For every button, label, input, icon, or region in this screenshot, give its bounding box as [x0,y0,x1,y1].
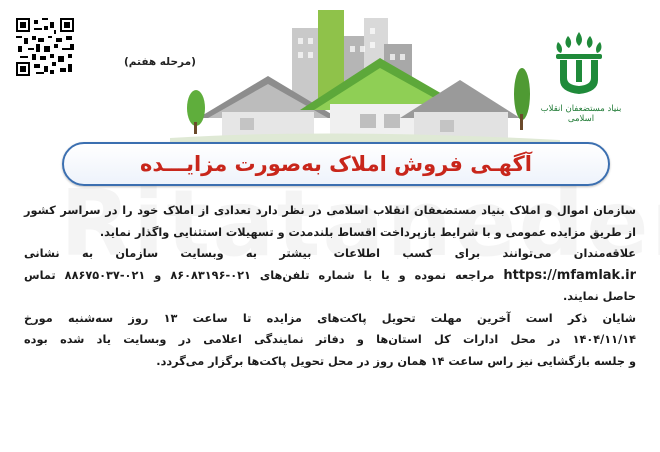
title-banner [62,142,610,186]
paragraph1-line2: از طریق مزایده عمومی و با شرایط بازپرداخت اقساط بلندمدت و تسهیلات استثنایی واگذار نماید. [99,225,636,239]
qr-code [16,18,74,76]
paragraph3-line3: و جلسه بازگشایی نیز راس ساعت ۱۴ همان روز در محل تحویل پاکت‌ها برگزار می‌گردد. [156,354,636,368]
paragraph2-line2 [24,265,636,287]
paragraph2-line1: علاقه‌مندان می‌توانند برای کسب اطلاعات بیشتر به وبسایت سازمان به نشانی [24,247,636,260]
bonyad-logo-icon [548,30,610,96]
paragraph1-line1: سازمان اموال و املاک بنیاد مستضعفان انقلاب اسلامی در نظر دارد تعدادی از املاک خود را در سراسر کشور [24,204,636,217]
website-link[interactable]: https://mfamlak.ir [503,267,636,283]
paragraph2-line3: حاصل نمایند. [562,290,636,303]
paragraph3-line2: ۱۴۰۴/۱۱/۱۴ در محل ادارات کل استان‌ها و دفاتر نمایندگی اعلامی در وبسایت یاد شده بوده [24,333,636,346]
announcement-body [24,200,636,372]
paragraph2-line2-text: مراجعه نموده و یا با شماره تلفن‌های ۰۲۱-۸۶۰۸۳۱۹۶ و ۰۲۱-۸۸۶۷۵۰۳۷ تماس [24,268,495,282]
banner-title: آگهـی فروش املاک به‌صورت مزایـــده [140,152,532,176]
logo-caption: بنیاد مستضعفان انقلاب اسلامی [540,104,622,124]
paragraph3-line1: شایان ذکر است آخرین مهلت تحویل پاکت‌های مزایده تا ساعت ۱۳ روز سه‌شنبه مورخ [24,311,636,325]
stage-label: (مرحله هفتم) [124,56,196,68]
